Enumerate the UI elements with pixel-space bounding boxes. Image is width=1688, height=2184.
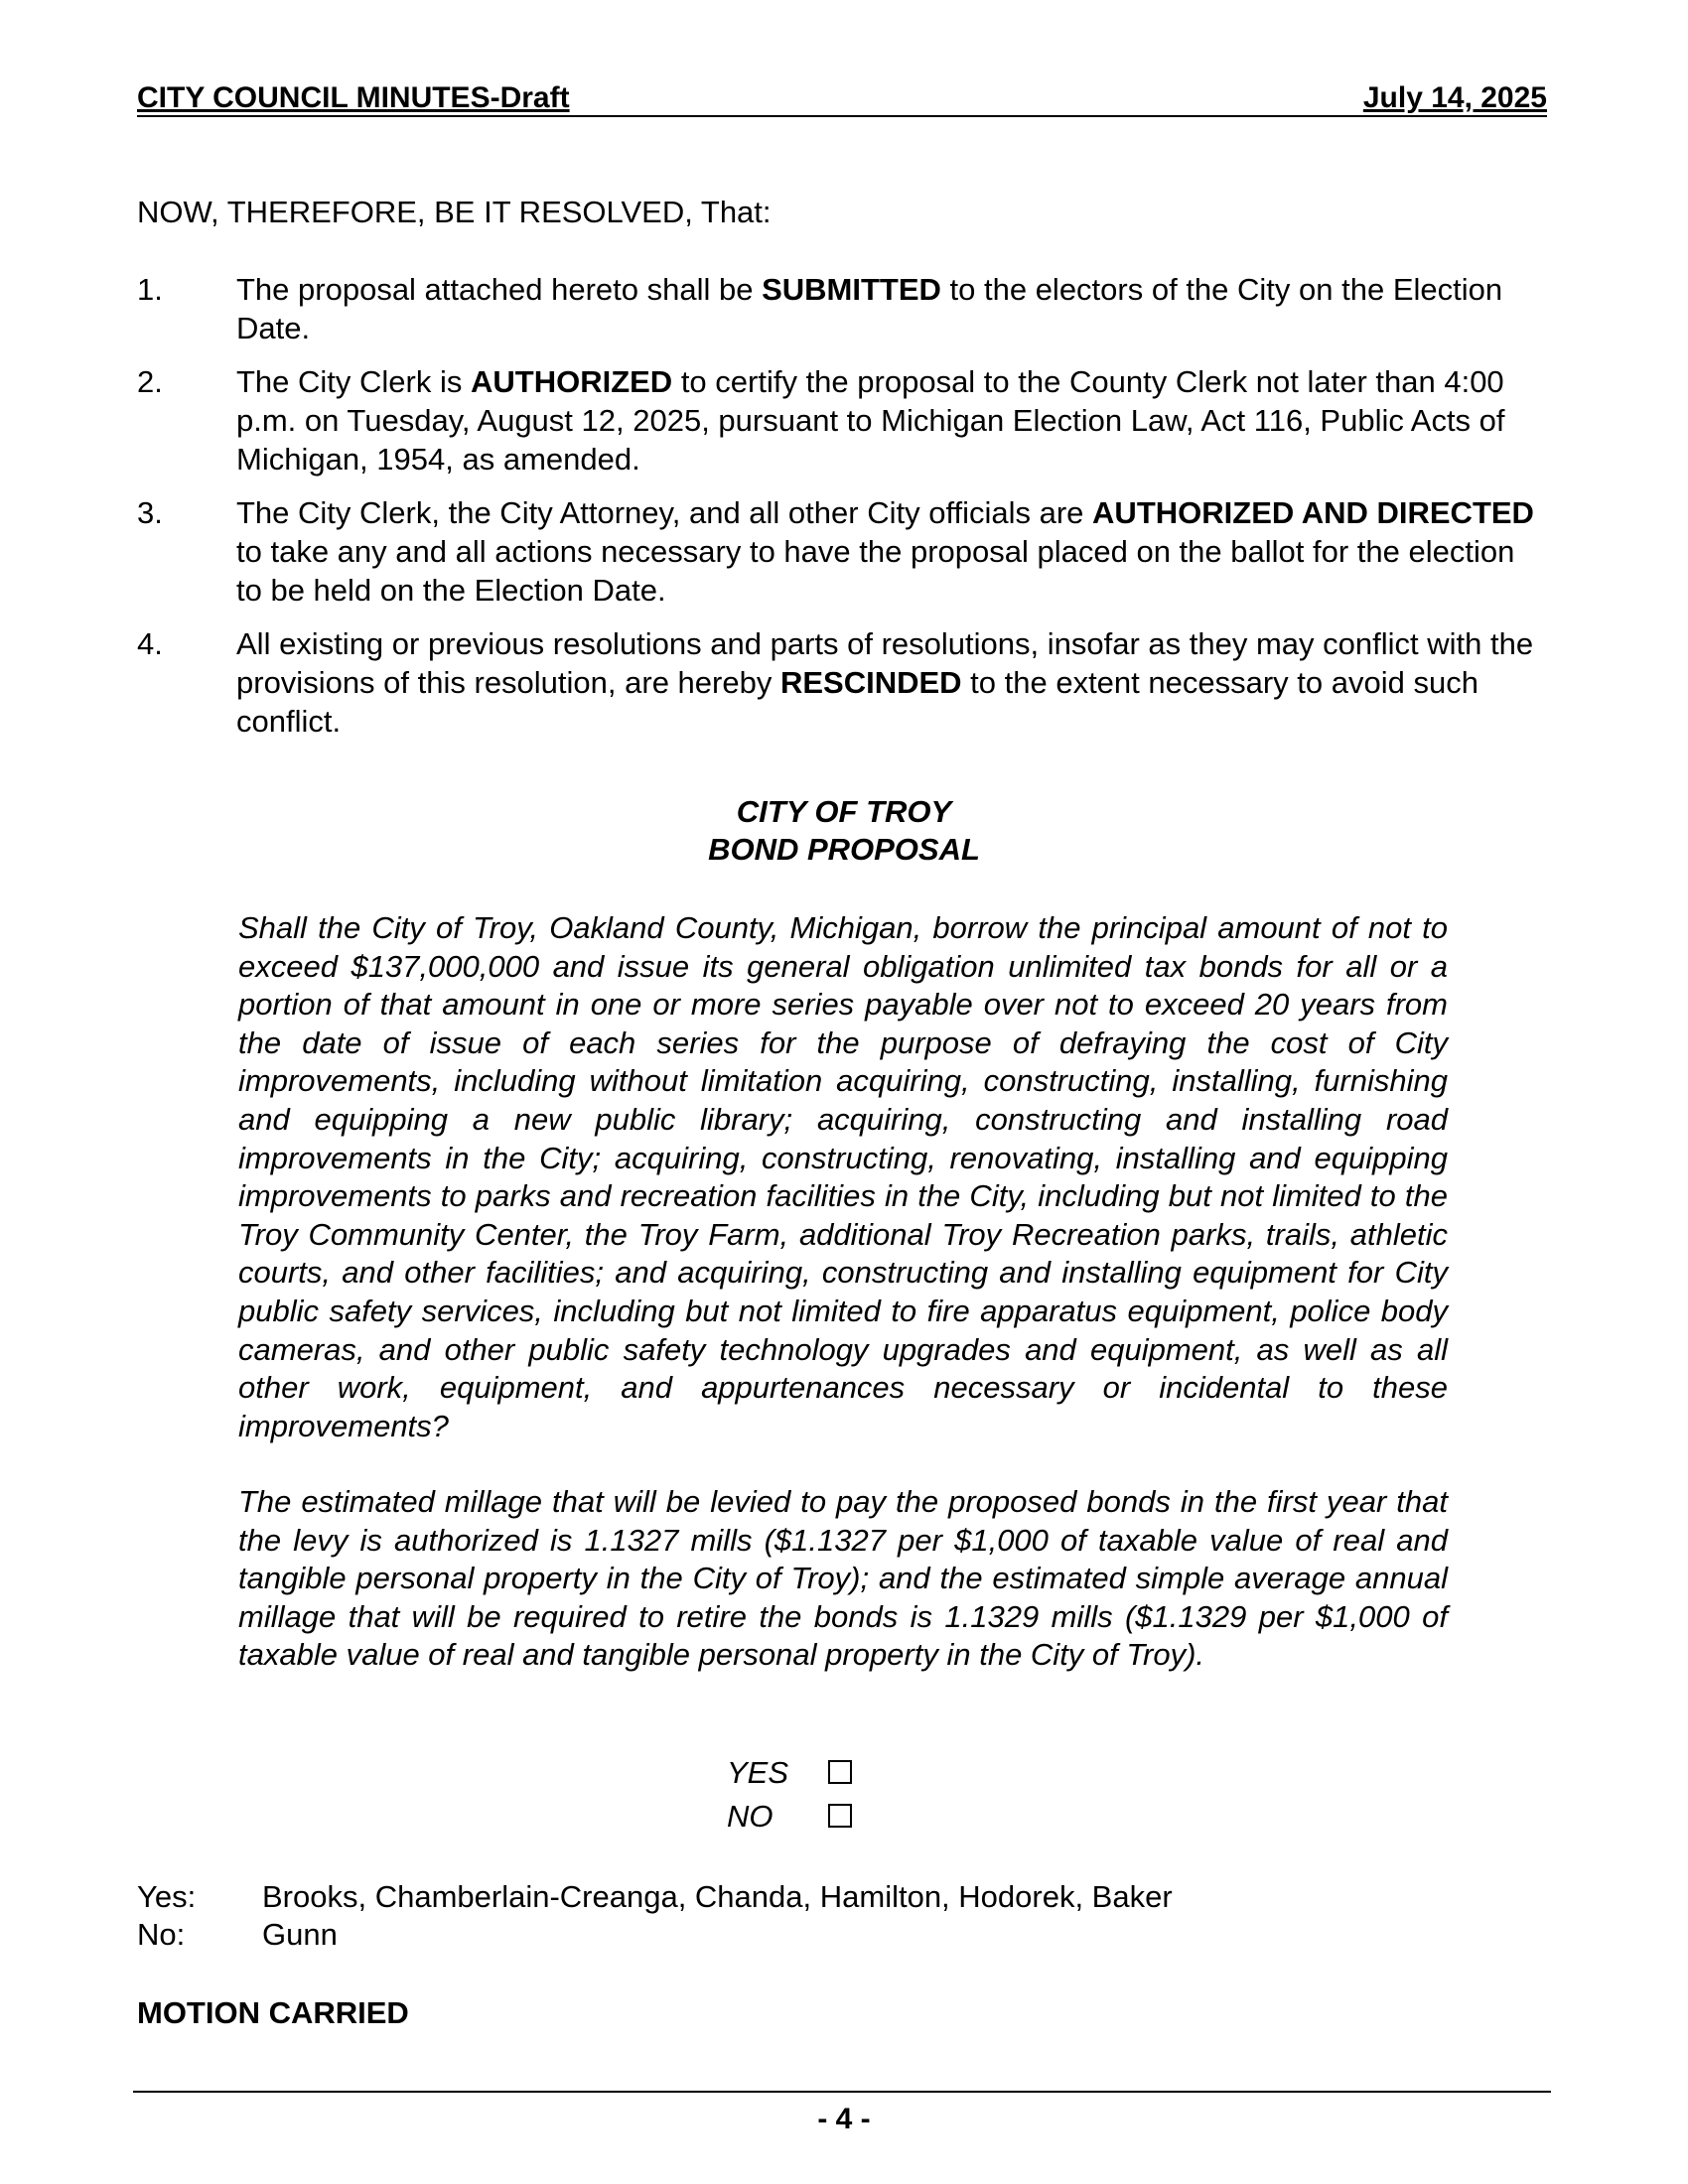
item-number: 3.: [137, 495, 163, 530]
page-header: [137, 79, 1547, 117]
resolution-item: [137, 270, 1547, 347]
item-text: The City Clerk, the City Attorney, and all other City officials are AUTHORIZED AND DIRECTED to take any and all actions necessary to have the proposal placed on the ballot for the election to be held on the Election Date.: [236, 495, 1534, 608]
document-title: CITY COUNCIL MINUTES-Draft: [137, 81, 570, 114]
item-text: The proposal attached hereto shall be SUBMITTED to the electors of the City on the Election Date.: [236, 272, 1503, 345]
vote-yes-label: Yes:: [137, 1879, 197, 1914]
page-number: - 4 -: [817, 2103, 871, 2135]
proposal-paragraph: Shall the City of Troy, Oakland County, Michigan, borrow the principal amount of not to exceed $137,000,000 and issue its general obligation unlimited tax bonds for all or a portion of that amount in one or more series payable over not to exceed 20 years from the date of issue of each series for the purpose of defraying the cost of City improvements, including without limitation acquiring, constructing, installing, furnishing and equipping a new public library; acquiring, constructing and installing road improvements in the City; acquiring, constructing, renovating, installing and equipping improvements to parks and recreation facilities in the City, including but not limited to the Troy Community Center, the Troy Farm, additional Troy Recreation parks, trails, athletic courts, and other facilities; and acquiring, constructing and installing equipment for City public safety services, including but not limited to fire apparatus equipment, police body cameras, and other public safety technology upgrades and equipment, as well as all other work, equipment, and appurtenances necessary or incidental to these improvements?: [238, 910, 1448, 1443]
item-number: 1.: [137, 272, 163, 307]
ballot-yes-option: [727, 1755, 852, 1791]
proposal-title-line1: CITY OF TROY: [736, 794, 952, 829]
vote-no-label: No:: [137, 1917, 186, 1952]
footer-divider: [133, 2091, 1551, 2093]
motion-result: MOTION CARRIED: [137, 1995, 409, 2030]
resolution-item: [137, 624, 1547, 741]
item-text: All existing or previous resolutions and parts of resolutions, insofar as they may conflict with the provisions of this resolution, are hereby RESCINDED to the extent necessary to avoid such conflict.: [236, 626, 1534, 739]
resolution-items: [137, 270, 1547, 755]
item-number: 2.: [137, 364, 163, 399]
vote-no-names: Gunn: [262, 1917, 338, 1952]
vote-yes-names: Brooks, Chamberlain-Creanga, Chanda, Hamilton, Hodorek, Baker: [262, 1879, 1173, 1914]
item-text: The City Clerk is AUTHORIZED to certify the proposal to the County Clerk not later than 4:00 p.m. on Tuesday, August 12, 2025, pursuant to Michigan Election Law, Act 116, Public Acts of Michigan, 1954, as amended.: [236, 364, 1505, 477]
ballot-no-option: [727, 1799, 852, 1835]
ballot-no-checkbox: [828, 1804, 852, 1828]
resolution-intro: NOW, THEREFORE, BE IT RESOLVED, That:: [137, 195, 772, 229]
resolution-item: [137, 493, 1547, 610]
item-number: 4.: [137, 626, 163, 661]
ballot-no-label: NO: [727, 1799, 774, 1834]
resolution-item: [137, 362, 1547, 478]
proposal-title-line2: BOND PROPOSAL: [708, 832, 980, 867]
millage-paragraph: The estimated millage that will be levied to pay the proposed bonds in the first year that the levy is authorized is 1.1327 mills ($1.1327 per $1,000 of taxable value of real and tangible personal property in the City of Troy); and the estimated simple average annual millage that will be required to retire the bonds is 1.1329 mills ($1.1329 per $1,000 of taxable value of real and tangible personal property in the City of Troy).: [238, 1484, 1448, 1673]
meeting-date: July 14, 2025: [1362, 81, 1547, 114]
ballot-yes-checkbox: [828, 1760, 852, 1784]
ballot-yes-label: YES: [727, 1755, 789, 1790]
